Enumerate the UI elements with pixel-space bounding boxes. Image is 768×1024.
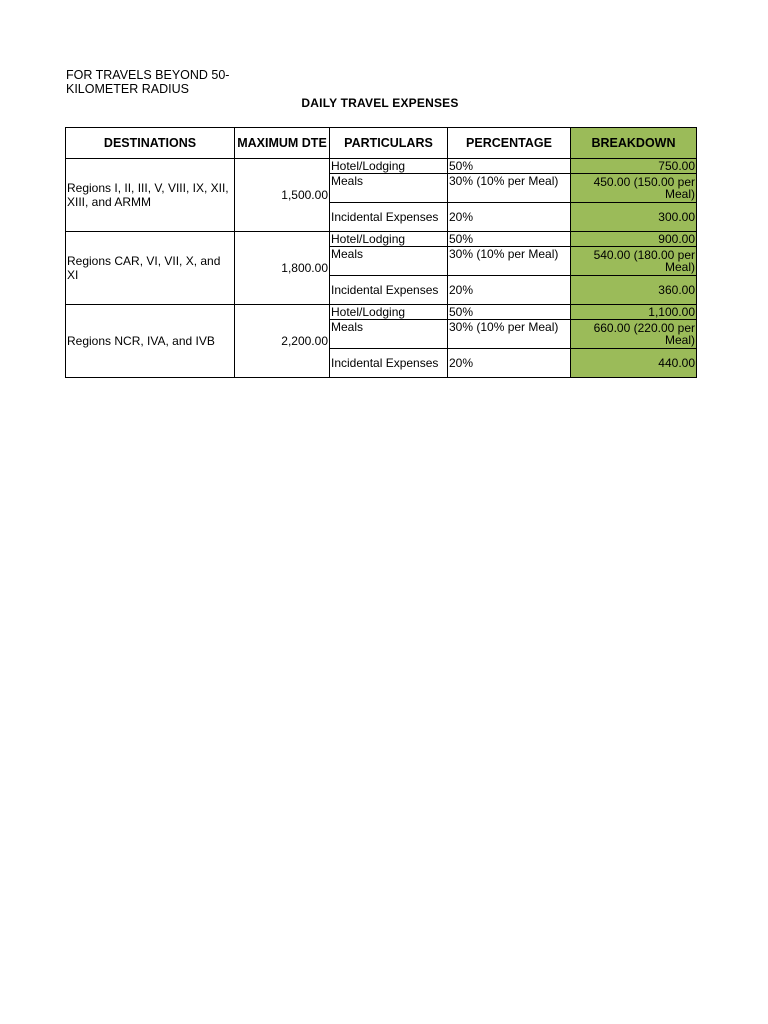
col-header-destinations: DESTINATIONS [66, 128, 235, 159]
max-dte-cell: 2,200.00 [235, 305, 330, 378]
breakdown-cell: 450.00 (150.00 per Meal) [571, 174, 697, 203]
destination-cell: Regions CAR, VI, VII, X, and XI [66, 232, 235, 305]
col-header-maximum-dte: MAXIMUM DTE [235, 128, 330, 159]
breakdown-cell: 900.00 [571, 232, 697, 247]
breakdown-cell: 1,100.00 [571, 305, 697, 320]
percentage-cell: 30% (10% per Meal) [448, 174, 571, 203]
page-title: DAILY TRAVEL EXPENSES [301, 96, 459, 110]
percentage-cell: 20% [448, 349, 571, 378]
percentage-cell: 30% (10% per Meal) [448, 247, 571, 276]
particular-cell: Meals [330, 174, 448, 203]
particular-cell: Incidental Expenses [330, 203, 448, 232]
particular-cell: Hotel/Lodging [330, 305, 448, 320]
percentage-cell: 50% [448, 159, 571, 174]
particular-cell: Incidental Expenses [330, 349, 448, 378]
destination-cell: Regions I, II, III, V, VIII, IX, XII, XIII, and ARMM [66, 159, 235, 232]
col-header-percentage: PERCENTAGE [448, 128, 571, 159]
table-row [66, 232, 697, 247]
breakdown-cell: 440.00 [571, 349, 697, 378]
max-dte-cell: 1,800.00 [235, 232, 330, 305]
breakdown-cell: 300.00 [571, 203, 697, 232]
breakdown-cell: 540.00 (180.00 per Meal) [571, 247, 697, 276]
max-dte-cell: 1,500.00 [235, 159, 330, 232]
particular-cell: Incidental Expenses [330, 276, 448, 305]
col-header-breakdown: BREAKDOWN [571, 128, 697, 159]
particular-cell: Hotel/Lodging [330, 232, 448, 247]
col-header-particulars: PARTICULARS [330, 128, 448, 159]
percentage-cell: 50% [448, 232, 571, 247]
breakdown-cell: 660.00 (220.00 per Meal) [571, 320, 697, 349]
particular-cell: Meals [330, 320, 448, 349]
breakdown-cell: 360.00 [571, 276, 697, 305]
destination-cell: Regions NCR, IVA, and IVB [66, 305, 235, 378]
table-row [66, 159, 697, 174]
percentage-cell: 20% [448, 276, 571, 305]
table-row [66, 305, 697, 320]
percentage-cell: 20% [448, 203, 571, 232]
particular-cell: Meals [330, 247, 448, 276]
percentage-cell: 30% (10% per Meal) [448, 320, 571, 349]
table-header-row [66, 128, 697, 159]
breakdown-cell: 750.00 [571, 159, 697, 174]
particular-cell: Hotel/Lodging [330, 159, 448, 174]
percentage-cell: 50% [448, 305, 571, 320]
travel-radius-note: FOR TRAVELS BEYOND 50- KILOMETER RADIUS [66, 68, 230, 96]
daily-travel-expenses-table [65, 127, 697, 378]
